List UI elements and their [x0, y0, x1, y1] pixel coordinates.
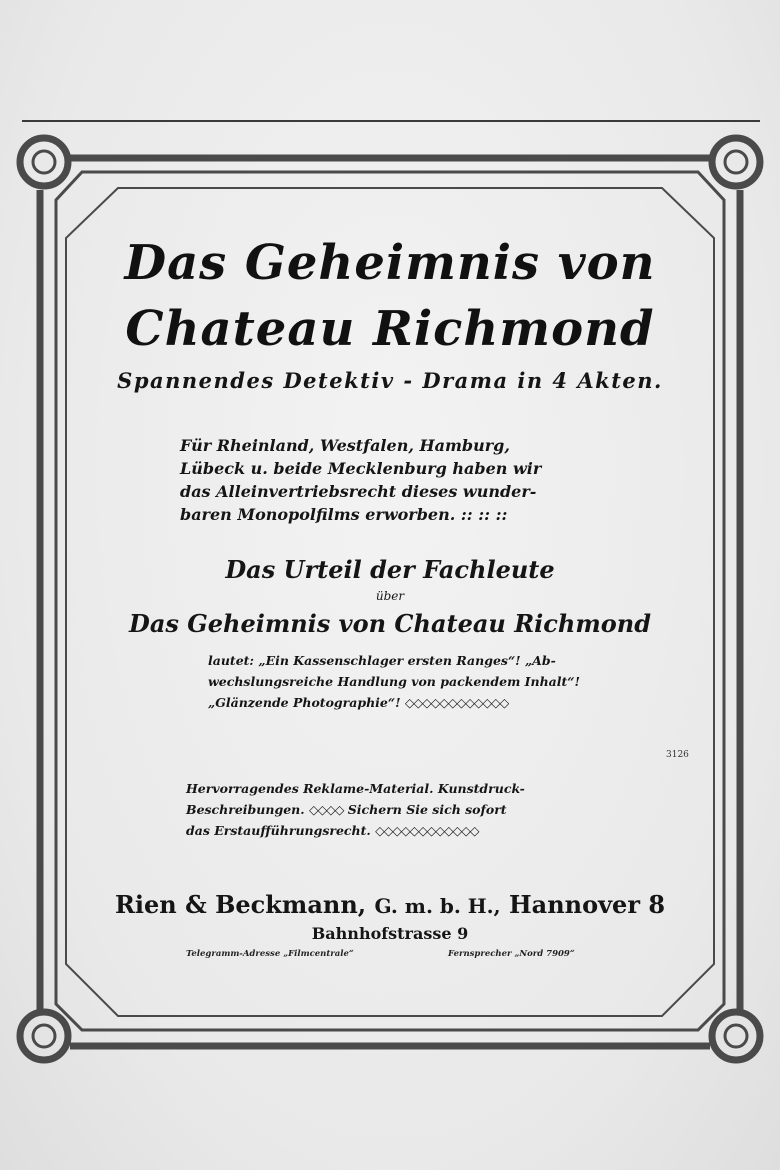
quote-line: wechslungsreiche Handlung von packendem Inhalt“! [208, 674, 580, 689]
corner-scroll-bottom-right [712, 1012, 760, 1060]
telephone-number: Fernsprecher „Nord 7909“ [448, 949, 575, 959]
film-title-line-1: Das Geheimnis von [124, 235, 656, 291]
verdict-heading: Das Urteil der Fachleute [225, 555, 555, 584]
advertisement-body [70, 230, 710, 713]
distribution-rights-paragraph [180, 434, 600, 526]
reference-number: 3126 [666, 750, 689, 760]
film-subtitle: Spannendes Detektiv - Drama in 4 Akten. [117, 368, 663, 393]
company-street: Bahnhofstrasse 9 [311, 924, 469, 943]
film-title-line-2: Chateau Richmond [125, 301, 655, 357]
promo-line-text: das Erstaufführungsrecht. [186, 823, 371, 838]
rights-line: baren Monopolfilms erworben. :: :: :: [180, 505, 508, 524]
corner-scroll-top-left [20, 138, 68, 186]
promo-line [186, 820, 606, 841]
promo-line-after: Sichern Sie sich sofort [347, 802, 507, 817]
quote-line: lautet: „Ein Kassenschlager ersten Ranges“! „Ab- [208, 653, 556, 668]
promo-line-text: Beschreibungen. [186, 802, 305, 817]
rights-line: das Alleinvertriebsrecht dieses wunder- [180, 482, 537, 501]
diamond-ornament: ◇◇◇◇ [308, 802, 344, 817]
quote-line-text: „Glänzende Photographie“! [208, 695, 401, 710]
verdict-film-title: Das Geheimnis von Chateau Richmond [129, 609, 651, 638]
company-city: Hannover 8 [508, 890, 666, 919]
quote-line [208, 692, 608, 713]
company-name-line [60, 888, 720, 923]
verdict-connector: über [375, 589, 405, 603]
company-legal-form: G. m. b. H., [374, 894, 501, 918]
rights-line: Für Rheinland, Westfalen, Hamburg, [180, 436, 510, 455]
promo-line [186, 799, 606, 820]
corner-scroll-bottom-left [20, 1012, 68, 1060]
rights-line: Lübeck u. beide Mecklenburg haben wir [180, 459, 542, 478]
telegram-address: Telegramm-Adresse „Filmcentrale“ [186, 949, 354, 959]
company-name: Rien & Beckmann, [114, 890, 367, 919]
diamond-ornament: ◇◇◇◇◇◇◇◇◇◇◇◇ [375, 823, 479, 838]
critics-quote [208, 650, 608, 713]
diamond-ornament: ◇◇◇◇◇◇◇◇◇◇◇◇ [404, 695, 509, 710]
promo-line: Hervorragendes Reklame-Material. Kunstdruck- [186, 781, 525, 796]
corner-scroll-top-right [712, 138, 760, 186]
promo-block [186, 778, 606, 841]
